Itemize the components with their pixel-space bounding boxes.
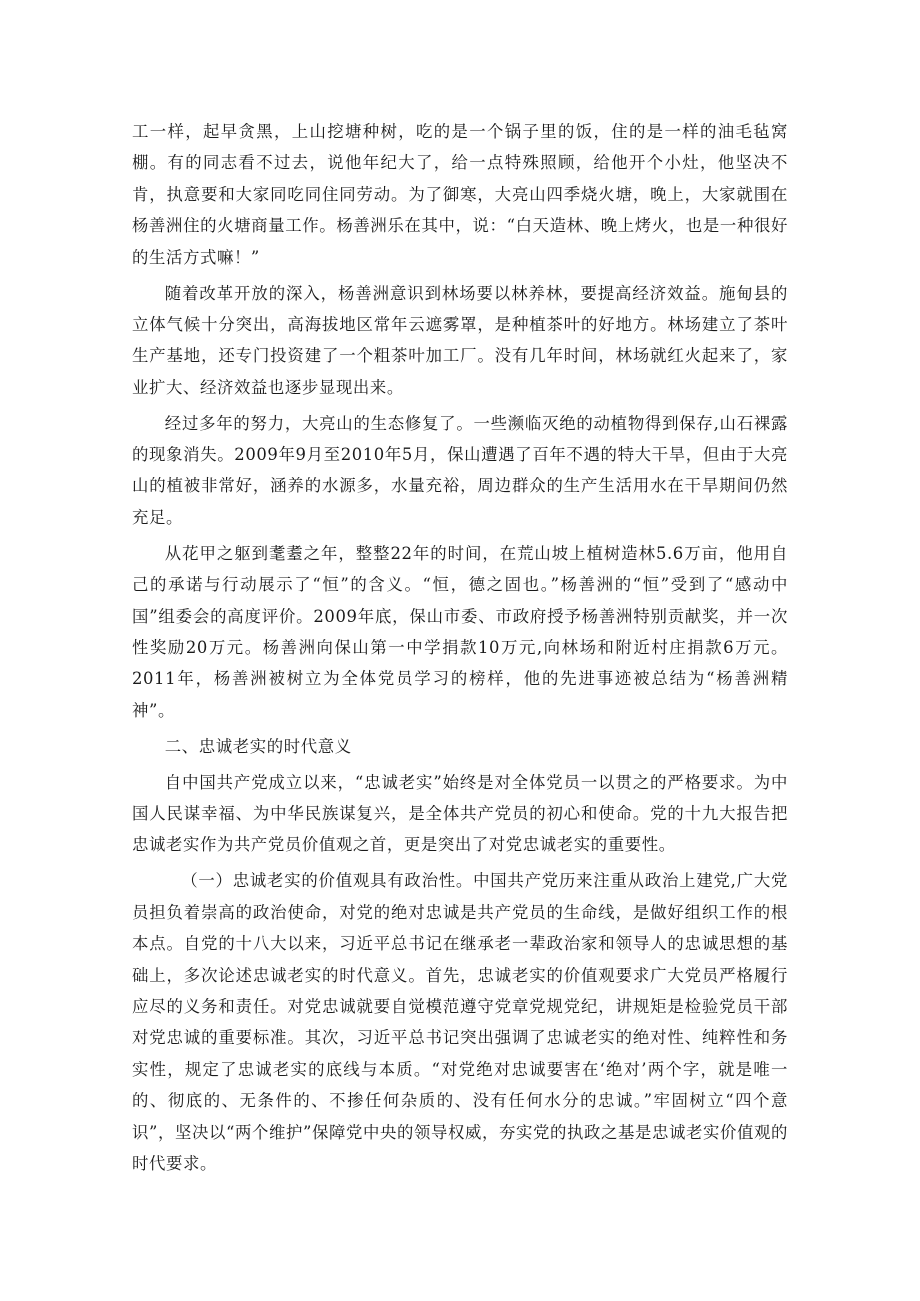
paragraph-continuation: 工一样，起早贪黑，上山挖塘种树，吃的是一个锅子里的饭，住的是一样的油毛毡窝棚。有的同志看不过去，说他年纪大了，给一点特殊照顾，给他开个小灶，他坚决不肯，执意要和大家同吃同住同劳动。为了御寒，大亮山四季烧火塘，晚上，大家就围在杨善洲住的火塘商量工作。杨善洲乐在其中，说：“白天造林、晚上烤火，也是一种很好的生活方式嘛！” [132, 122, 788, 267]
section-heading: 二、忠诚老实的时代意义 [164, 736, 352, 756]
paragraph-loyalty-intro: 自中国共产党成立以来，“忠诚老实”始终是对全体党员一以贯之的严格要求。为中国人民谋幸福、为中华民族谋复兴，是全体共产党员的初心和使命。党的十九大报告把忠诚老实作为共产党员价值观之首，更是突出了对党忠诚老实的重要性。 [132, 772, 788, 855]
document-body [132, 116, 788, 1184]
paragraph-forest-economy: 随着改革开放的深入，杨善洲意识到林场要以林养林，要提高经济效益。施甸县的立体气候十分突出，高海拔地区常年云遮雾罩，是种植茶叶的好地方。林场建立了茶叶生产基地，还专门投资建了一个粗茶叶加工厂。没有几年时间，林场就红火起来了，家业扩大、经济效益也逐步显现出来。 [132, 283, 788, 397]
paragraph-ecology-restored: 经过多年的努力，大亮山的生态修复了。一些濒临灭绝的动植物得到保存,山石裸露的现象消失。2009年9月至2010年5月，保山遭遇了百年不遇的特大干旱，但由于大亮山的植被非常好，涵养的水源多，水量充裕，周边群众的生产生活用水在干旱期间仍然充足。 [132, 413, 788, 527]
paragraph-loyalty-political: （一）忠诚老实的价值观具有政治性。中国共产党历来注重从政治上建党,广大党员担负着崇高的政治使命，对党的绝对忠诚是共产党员的生命线，是做好组织工作的根本点。自党的十八大以来，习近平总书记在继承老一辈政治家和领导人的忠诚思想的基础上，多次论述忠诚老实的时代意义。首先，忠诚老实的价值观要求广大党员严格履行应尽的义务和责任。对党忠诚就要自觉模范遵守党章党规党纪，讲规矩是检验党员干部对党忠诚的重要标准。其次，习近平总书记突出强调了忠诚老实的绝对性、纯粹性和务实性，规定了忠诚老实的底线与本质。“对党绝对忠诚要害在‘绝对’两个字，就是唯一的、彻底的、无条件的、不掺任何杂质的、没有任何水分的忠诚。”牢固树立“四个意识”，坚决以“两个维护”保障党中央的领导权威，夯实党的执政之基是忠诚老实价值观的时代要求。 [132, 871, 788, 1173]
paragraph-perseverance: 从花甲之躯到耄耋之年，整整22年的时间，在荒山坡上植树造林5.6万亩，他用自己的承诺与行动展示了“恒”的含义。“恒，德之固也。”杨善洲的“恒”受到了“感动中国”组委会的高度评价。2009年底，保山市委、市政府授予杨善洲特别贡献奖，并一次性奖励20万元。杨善洲向保山第一中学捐款10万元,向林场和附近村庄捐款6万元。2011年，杨善洲被树立为全体党员学习的榜样，他的先进事迹被总结为“杨善洲精神”。 [132, 543, 788, 720]
